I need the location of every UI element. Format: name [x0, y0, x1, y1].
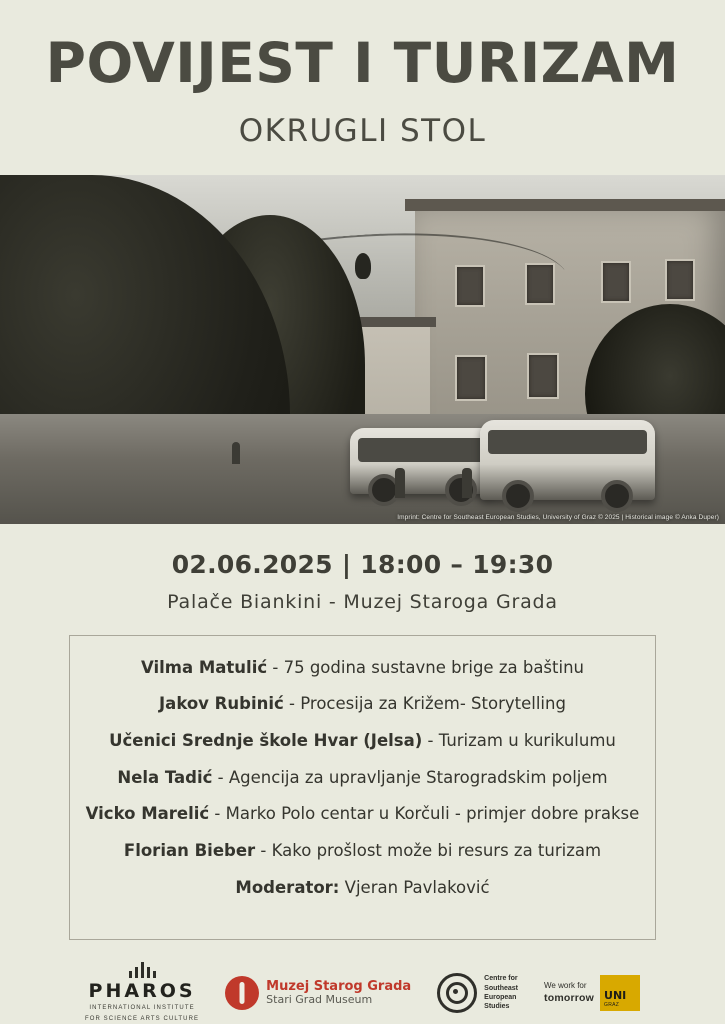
logo-strip — [43, 962, 683, 1024]
moderator-label: Moderator: — [235, 877, 340, 897]
cses-name — [484, 974, 518, 1012]
cses-line-2: Southeast — [484, 984, 519, 992]
cses-line-4: Studies — [484, 1003, 510, 1011]
pharos-subtitle-line1: INTERNATIONAL INSTITUTE — [89, 1005, 195, 1011]
person-figure — [395, 468, 405, 498]
image-imprint: Imprint: Centre for Southeast European Studies, University of Graz © 2025 | Historical image © Anka Duper) — [397, 513, 719, 521]
uni-slogan-line1: We work for — [544, 980, 587, 990]
pharos-mark-icon — [129, 962, 156, 978]
window — [455, 355, 487, 401]
vintage-bus — [480, 420, 655, 500]
window — [601, 261, 631, 303]
speaker-name: Vicko Marelić — [85, 804, 210, 824]
cses-line-3: European — [484, 994, 517, 1001]
speaker-topic: - Turizam u kurikulumu — [422, 731, 616, 750]
page-title: POVIJEST I TURIZAM — [45, 31, 680, 95]
event-datetime: 02.06.2025 | 18:00 – 19:30 — [171, 549, 554, 579]
bus-wheel — [601, 480, 633, 512]
speaker-topic: - Kako prošlost može bi resurs za turizam — [255, 840, 602, 860]
speaker-name: Vilma Matulić — [140, 657, 268, 677]
moderator-name: Vjeran Pavlaković — [339, 877, 490, 897]
logo-pharos — [85, 962, 199, 1024]
historical-photo — [0, 175, 725, 524]
museum-mark-icon — [225, 976, 259, 1010]
speaker-topic: - 75 godina sustavne brige za baštinu — [267, 657, 584, 677]
museum-name-en: Stari Grad Museum — [266, 993, 373, 1007]
pharos-name: PHAROS — [88, 980, 196, 1002]
program-item — [80, 658, 645, 679]
photo-background — [0, 175, 725, 524]
logo-cses — [437, 973, 518, 1013]
building-roofline — [405, 199, 725, 211]
logo-uni-graz — [544, 975, 640, 1011]
window — [665, 259, 695, 301]
street-lamp-icon — [355, 253, 371, 279]
program-item — [80, 731, 645, 752]
speaker-name: Jakov Rubinić — [159, 694, 284, 714]
program-item — [80, 804, 645, 825]
bus-window — [358, 438, 487, 462]
museum-name-hr: Muzej Starog Grada — [266, 978, 412, 994]
pharos-subtitle-line2: FOR SCIENCE ARTS CULTURE — [84, 1016, 200, 1022]
moderator-line — [80, 878, 645, 897]
program-item — [80, 768, 645, 789]
uni-badge-icon — [600, 975, 640, 1011]
event-venue: Palače Biankini - Muzej Staroga Grada — [167, 590, 558, 613]
window — [527, 353, 559, 399]
speaker-name: Nela Tadić — [117, 767, 213, 787]
speaker-name: Florian Bieber — [123, 840, 256, 860]
program-item — [80, 694, 645, 715]
bus-wheel — [445, 474, 477, 506]
uni-badge-main: UNI — [604, 989, 627, 1002]
speaker-topic: - Marko Polo centar u Korčuli - primjer dobre prakse — [209, 804, 640, 824]
person-figure — [462, 468, 472, 498]
cses-mark-icon — [437, 973, 477, 1013]
uni-slogan-line2: tomorrow — [544, 992, 595, 1005]
uni-badge-sub: GRAZ — [604, 1002, 620, 1008]
page-subtitle: OKRUGLI STOL — [238, 113, 487, 149]
speaker-name: Učenici Srednje škole Hvar (Jelsa) — [109, 731, 423, 750]
logo-stari-grad-museum — [225, 976, 411, 1010]
title-block — [0, 0, 725, 149]
speaker-topic: - Procesija za Križem- Storytelling — [283, 694, 566, 714]
program-item — [80, 841, 645, 862]
person-figure — [232, 442, 240, 464]
bus-window — [488, 430, 647, 454]
speaker-topic: - Agencija za upravljanje Starogradskim poljem — [212, 767, 608, 787]
cses-line-1: Centre for — [484, 975, 518, 983]
bus-wheel — [502, 480, 534, 512]
vintage-bus — [350, 428, 495, 494]
program-box — [69, 635, 656, 940]
uni-slogan — [544, 981, 594, 1006]
